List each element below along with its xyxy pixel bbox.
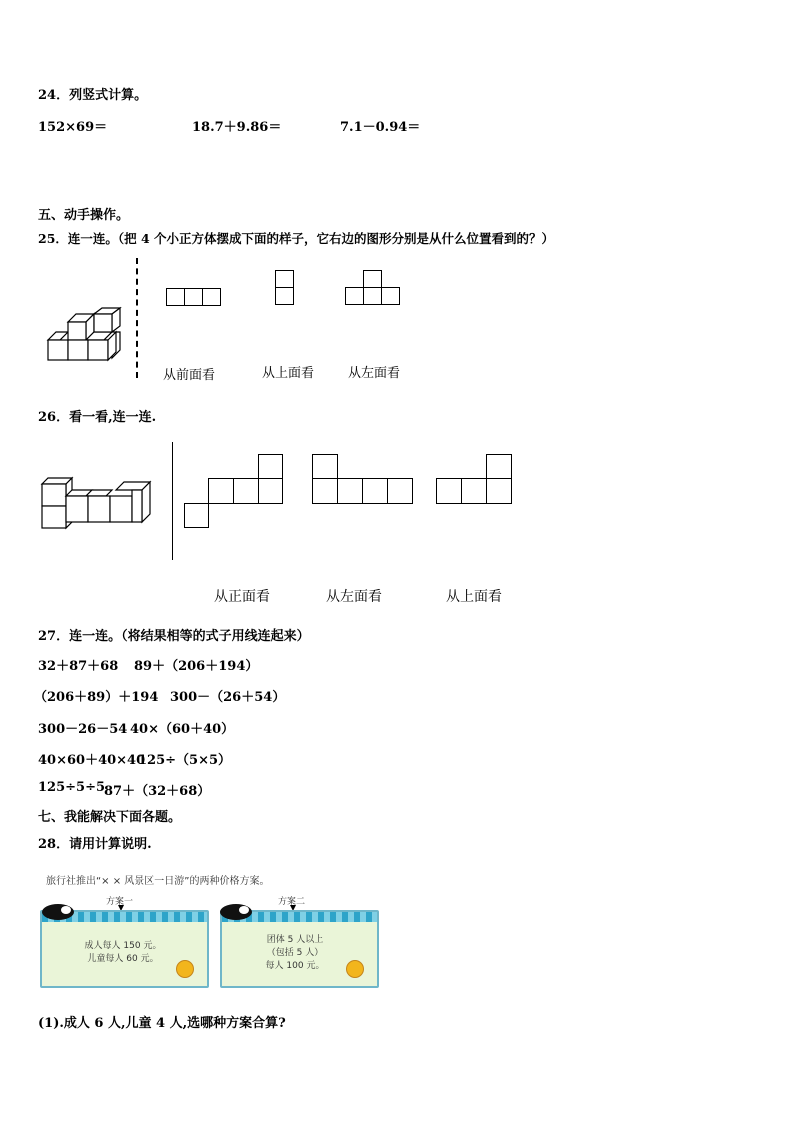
q27-left-expr-5: 125÷5÷5: [38, 780, 106, 795]
lion-icon: [346, 960, 364, 978]
plan2-shell-icon: [218, 900, 254, 922]
section-7-title: 七、我能解决下面各题。: [38, 810, 182, 825]
q26-label-top: 从上面看: [446, 589, 502, 605]
q27-right-expr-2: 300－（26＋54）: [170, 690, 286, 705]
q26-view-3: [436, 454, 516, 506]
lion-icon: [176, 960, 194, 978]
q27-right-expr-3: 40×（60＋40）: [130, 722, 235, 737]
q25-view-2: [275, 270, 295, 308]
plan2-name: 方案二: [278, 897, 306, 907]
q25-label-top: 从上面看: [262, 366, 315, 381]
q26-title: 26．看一看,连一连.: [38, 410, 157, 425]
q26-label-left: 从左面看: [326, 589, 382, 605]
plan2-line-2: （包括 5 人）: [266, 948, 324, 958]
q27-left-expr-2: （206＋89）＋194: [34, 690, 159, 705]
q24-expr-3: 7.1－0.94＝: [340, 120, 421, 135]
q26-label-front: 从正面看: [214, 589, 270, 605]
q25-view-1: [166, 288, 222, 308]
plan1-line-1: 成人每人 150 元。: [84, 941, 162, 951]
q28-title: 28．请用计算说明.: [38, 837, 152, 852]
q24-title: 24．列竖式计算。: [38, 88, 148, 103]
q26-view-2: [312, 454, 416, 506]
q27-right-expr-4: 125÷（5×5）: [138, 753, 232, 768]
plan1-lines: [78, 940, 168, 966]
q28-sub-question-1: (1).成人 6 人,儿童 4 人,选哪种方案合算?: [38, 1016, 286, 1031]
q27-title: 27．连一连。（将结果相等的式子用线连起来）: [38, 629, 310, 644]
q24-expr-2: 18.7＋9.86＝: [192, 120, 282, 135]
q25-divider: [136, 258, 138, 378]
plan2-lines: [250, 934, 340, 973]
q27-right-expr-1: 89＋（206＋194）: [134, 659, 259, 674]
q26-view-1: [184, 454, 284, 530]
q28-intro: 旅行社推出“× × 风景区一日游”的两种价格方案。: [46, 876, 270, 887]
plan2-line-1: 团体 5 人以上: [266, 935, 324, 945]
q26-cube-stack: [42, 476, 157, 532]
q24-expr-1: 152×69＝: [38, 120, 108, 135]
plan2-line-3: 每人 100 元。: [265, 961, 325, 971]
q27-right-expr-5: 87＋（32＋68）: [104, 784, 211, 799]
q25-view-3: [345, 270, 403, 308]
plan1-name: 方案一: [106, 897, 134, 907]
plan1-shell-icon: [40, 900, 76, 922]
plan1-line-2: 儿童每人 60 元。: [87, 954, 159, 964]
q25-label-front: 从前面看: [163, 368, 216, 383]
q26-divider: [172, 442, 173, 560]
q27-left-expr-4: 40×60＋40×40: [38, 753, 146, 768]
q27-left-expr-3: 300－26－54: [38, 722, 128, 737]
q25-cube-stack: [44, 300, 134, 370]
section-5-title: 五、动手操作。: [38, 208, 130, 223]
q25-title: 25．连一连。（把 4 个小正方体摆成下面的样子，它右边的图形分别是从什么位置看到的？）: [38, 231, 555, 246]
q27-left-expr-1: 32＋87＋68: [38, 659, 119, 674]
q25-label-left: 从左面看: [348, 366, 401, 381]
